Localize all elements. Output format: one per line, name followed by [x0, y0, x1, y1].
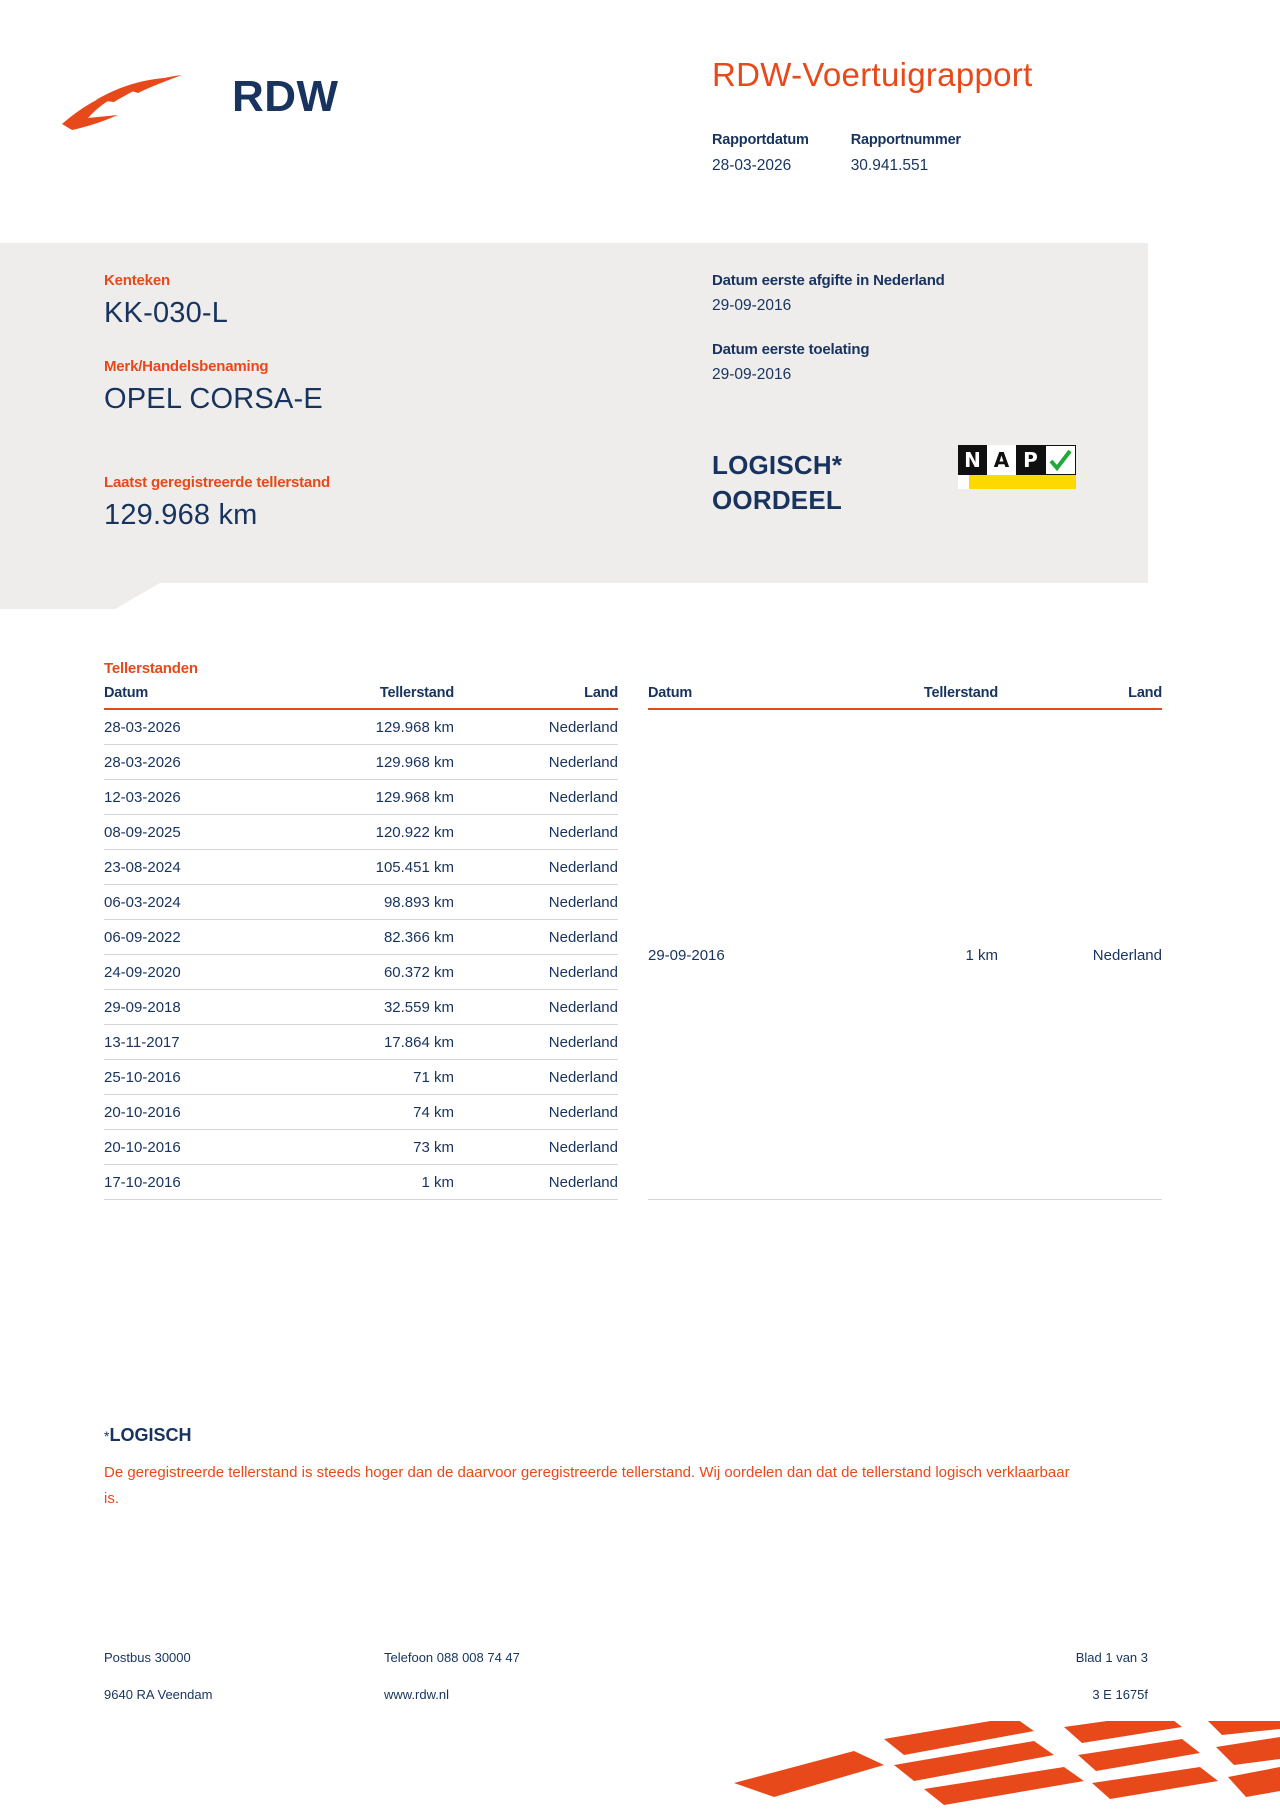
- cell-odo: 129.968 km: [264, 780, 454, 815]
- cell-odo: 129.968 km: [264, 709, 454, 745]
- cell-date: 17-10-2016: [104, 1165, 264, 1200]
- cell-date: 25-10-2016: [104, 1060, 264, 1095]
- odometer-table-left: [104, 685, 618, 1200]
- cell-date: 23-08-2024: [104, 850, 264, 885]
- cell-land: Nederland: [454, 780, 618, 815]
- cell-date: 28-03-2026: [104, 745, 264, 780]
- col-header-datum: Datum: [648, 685, 808, 709]
- footnote-title-text: LOGISCH: [109, 1425, 192, 1445]
- nap-letter-p: P: [1016, 445, 1045, 475]
- cell-date: 08-09-2025: [104, 815, 264, 850]
- rdw-logo: [60, 48, 360, 158]
- judgement-line-1: LOGISCH*: [712, 450, 843, 480]
- cell-odo: 71 km: [264, 1060, 454, 1095]
- cell-land: Nederland: [454, 955, 618, 990]
- cell-land: Nederland: [454, 1130, 618, 1165]
- table-row: [104, 745, 618, 780]
- nap-letter-n: N: [958, 445, 987, 475]
- report-date-block: [712, 132, 809, 175]
- footer-row-2: [104, 1687, 1148, 1702]
- cell-land: Nederland: [454, 1165, 618, 1200]
- nap-letters: [958, 445, 1076, 475]
- document-footer: [104, 1650, 1148, 1724]
- cell-odo: 73 km: [264, 1130, 454, 1165]
- last-odometer-block: [104, 474, 664, 532]
- table-row: [104, 955, 618, 990]
- rdw-logo-text: RDW: [232, 72, 339, 121]
- brand-value: OPEL CORSA-E: [104, 383, 323, 415]
- cell-date: 20-10-2016: [104, 1130, 264, 1165]
- report-date-value: 28-03-2026: [712, 157, 792, 174]
- check-icon: [1045, 445, 1076, 475]
- cell-odo: 1 km: [264, 1165, 454, 1200]
- nap-bottom-bar: [958, 475, 1076, 489]
- last-odometer-value: 129.968 km: [104, 499, 258, 531]
- cell-odo: 17.864 km: [264, 1025, 454, 1060]
- table-row: [648, 709, 1162, 1200]
- cell-odo: 129.968 km: [264, 745, 454, 780]
- table-header-row: [104, 685, 618, 709]
- report-date-label: Rapportdatum: [712, 132, 809, 148]
- cell-odo: 74 km: [264, 1095, 454, 1130]
- table-row: [104, 920, 618, 955]
- col-header-land: Land: [454, 685, 618, 709]
- cell-land: Nederland: [454, 1025, 618, 1060]
- brand-label: Merk/Handelsbenaming: [104, 358, 269, 375]
- footnote-title: [104, 1425, 1104, 1446]
- cell-odo: 105.451 km: [264, 850, 454, 885]
- cell-odo: 120.922 km: [264, 815, 454, 850]
- cell-date: 28-03-2026: [104, 709, 264, 745]
- table-row: [104, 1095, 618, 1130]
- col-header-land: Land: [998, 685, 1162, 709]
- licence-value: KK-030-L: [104, 297, 229, 329]
- judgement-line-2: OORDEEL: [712, 485, 842, 516]
- judgement-text: [712, 448, 842, 518]
- cell-land: Nederland: [454, 1060, 618, 1095]
- footnote-block: [104, 1425, 1104, 1513]
- col-header-datum: Datum: [104, 685, 264, 709]
- col-header-tellerstand: Tellerstand: [808, 685, 998, 709]
- first-issue-nl-label: Datum eerste afgifte in Nederland: [712, 272, 945, 289]
- report-number-label: Rapportnummer: [850, 132, 961, 148]
- last-odometer-label: Laatst geregistreerde tellerstand: [104, 474, 330, 491]
- document-header: [0, 0, 1280, 240]
- footer-page: Blad 1 van 3: [1075, 1650, 1148, 1665]
- cell-date: 20-10-2016: [104, 1095, 264, 1130]
- vehicle-dates-block: [712, 272, 1132, 410]
- cell-land: Nederland: [454, 815, 618, 850]
- cell-land: Nederland: [454, 885, 618, 920]
- cell-odo: 60.372 km: [264, 955, 454, 990]
- footer-website[interactable]: www.rdw.nl: [384, 1687, 450, 1702]
- vehicle-identity-block: [104, 272, 664, 560]
- nap-letter-a: A: [987, 445, 1016, 475]
- cell-date: 12-03-2026: [104, 780, 264, 815]
- table-row: [104, 1130, 618, 1165]
- table-row: [104, 1165, 618, 1200]
- footer-row-1: [104, 1650, 1148, 1665]
- report-number-block: [851, 132, 961, 175]
- cell-date: 29-09-2018: [104, 990, 264, 1025]
- cell-odo: 1 km: [808, 709, 998, 1200]
- cell-odo: 82.366 km: [264, 920, 454, 955]
- col-header-tellerstand: Tellerstand: [264, 685, 454, 709]
- cell-odo: 32.559 km: [264, 990, 454, 1025]
- table-header-row: [648, 685, 1162, 709]
- odometer-table-right: [648, 685, 1162, 1200]
- footer-code: 3 E 1675f: [1092, 1687, 1148, 1702]
- report-meta: [712, 132, 1003, 175]
- table-row: [104, 885, 618, 920]
- table-row: [104, 780, 618, 815]
- first-admission-value: 29-09-2016: [712, 366, 792, 383]
- table-row: [104, 990, 618, 1025]
- cell-land: Nederland: [454, 1095, 618, 1130]
- cell-date: 06-09-2022: [104, 920, 264, 955]
- page-title: RDW-Voertuigrapport: [712, 56, 1033, 93]
- footer-postbus: Postbus 30000: [104, 1650, 191, 1665]
- odometer-section: [104, 660, 1164, 1200]
- footer-swoosh-decoration: [734, 1721, 1280, 1811]
- table-row: [104, 1060, 618, 1095]
- table-row: [104, 815, 618, 850]
- cell-land: Nederland: [454, 709, 618, 745]
- panel-notch-decoration: [0, 583, 160, 609]
- cell-land: Nederland: [998, 709, 1162, 1200]
- report-number-value: 30.941.551: [850, 157, 929, 174]
- footnote-text: De geregistreerde tellerstand is steeds hoger dan de daarvoor geregistreerde tellerstand. Wij oordelen dan dat de tellerstand logisch verklaarbaar is.: [104, 1464, 1070, 1508]
- odometer-section-title: Tellerstanden: [104, 660, 198, 677]
- footnote-star: *: [104, 1428, 110, 1444]
- footer-phone: Telefoon 088 008 74 47: [384, 1650, 520, 1665]
- cell-land: Nederland: [454, 990, 618, 1025]
- cell-date: 06-03-2024: [104, 885, 264, 920]
- cell-odo: 98.893 km: [264, 885, 454, 920]
- first-admission-label: Datum eerste toelating: [712, 341, 870, 358]
- nap-logo: [958, 445, 1076, 489]
- cell-date: 24-09-2020: [104, 955, 264, 990]
- cell-land: Nederland: [454, 745, 618, 780]
- cell-date: 29-09-2016: [648, 709, 808, 1200]
- table-row: [104, 1025, 618, 1060]
- first-issue-nl-value: 29-09-2016: [712, 297, 792, 314]
- cell-land: Nederland: [454, 920, 618, 955]
- table-row: [104, 850, 618, 885]
- footer-postcode: 9640 RA Veendam: [104, 1687, 213, 1702]
- rdw-swoosh-icon: [60, 74, 185, 136]
- cell-date: 13-11-2017: [104, 1025, 264, 1060]
- licence-label: Kenteken: [104, 272, 170, 289]
- cell-land: Nederland: [454, 850, 618, 885]
- table-row: [104, 709, 618, 745]
